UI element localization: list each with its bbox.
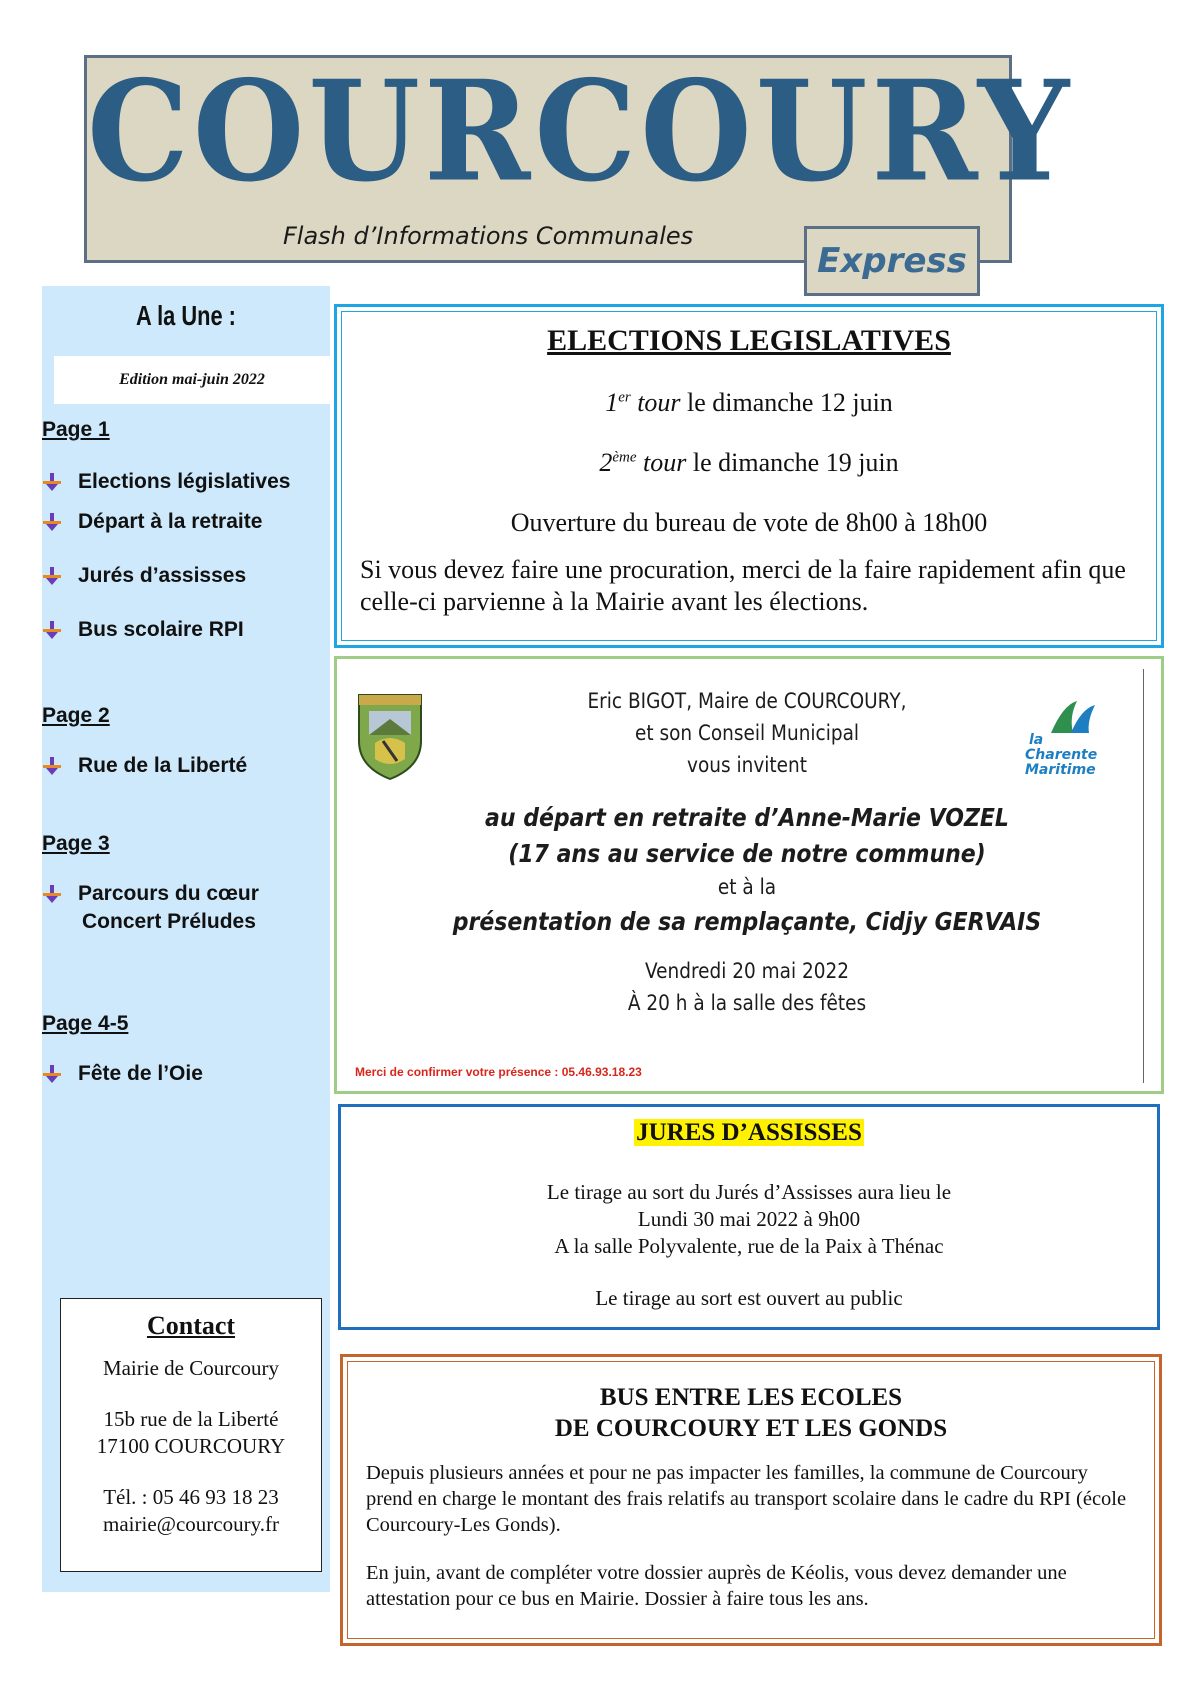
invitation-line: (17 ans au service de notre commune) — [508, 839, 986, 868]
logo-text: la — [1029, 732, 1044, 748]
invitation-line: présentation de sa remplaçante, Cidjy GERVAIS — [452, 907, 1042, 936]
toc-item-label: Départ à la retraite — [78, 510, 263, 533]
invitation-date: Vendredi 20 mai 2022 — [644, 959, 850, 983]
opening-hours: Ouverture du bureau de vote de 8h00 à 18h00 — [510, 508, 988, 537]
masthead-title: COURCOURY — [87, 50, 1074, 213]
school-bus-section — [340, 1354, 1162, 1646]
toc-item-label: Fête de l’Oie — [78, 1062, 203, 1085]
toc-item — [42, 616, 244, 644]
proxy-notice: Si vous devez faire une procuration, merci de la faire rapidement afin que celle-ci parvienne à la Mairie avant les élections. — [360, 555, 1126, 616]
toc-item — [42, 468, 290, 496]
toc-item — [42, 1060, 203, 1088]
toc-page-1: Page 1 — [42, 418, 110, 441]
jures-public-note: Le tirage au sort est ouvert au public — [595, 1286, 903, 1310]
invitation-line: vous invitent — [687, 753, 807, 777]
bus-paragraph: Depuis plusieurs années et pour ne pas impacter les familles, la commune de Courcoury prend en charge le montant des frais relatifs au transport scolaire dans le cadre du RPI (école Courcoury-Les Gonds). — [366, 1462, 1127, 1536]
arrow-down-icon — [42, 512, 62, 532]
toc-page-3: Page 3 — [42, 832, 110, 855]
toc-item — [42, 508, 262, 536]
toc-item — [42, 752, 247, 780]
logo-text: Charente — [1025, 747, 1098, 763]
contact-city: 17100 COURCOURY — [96, 1434, 286, 1458]
express-badge: Express — [804, 226, 980, 296]
contact-street: 15b rue de la Liberté — [103, 1407, 279, 1431]
second-round-line: 2ème tour le dimanche 19 juin — [599, 448, 899, 477]
arrow-down-icon — [42, 472, 62, 492]
logo-text: Maritime — [1025, 762, 1096, 778]
toc-item-label: Bus scolaire RPI — [78, 618, 244, 641]
elections-section — [334, 304, 1164, 648]
sidebar-heading: A la Une : — [136, 300, 236, 331]
invitation-card — [351, 669, 1144, 1083]
elections-title: ELECTIONS LEGISLATIVES — [547, 324, 951, 357]
bus-paragraph: En juin, avant de compléter votre dossier auprès de Kéolis, vous devez demander une attestation pour ce bus en Mairie. Dossier à faire tous les ans. — [366, 1562, 1067, 1610]
bus-title: BUS ENTRE LES ECOLES DE COURCOURY ET LES GONDS — [554, 1384, 948, 1442]
jures-section — [338, 1104, 1160, 1330]
rsvp-notice: Merci de confirmer votre présence : 05.46.93.18.23 — [355, 1065, 642, 1079]
toc-item-label: Jurés d’assisses — [78, 564, 247, 587]
arrow-down-icon — [42, 884, 62, 904]
contact-title: Contact — [146, 1311, 236, 1340]
charente-maritime-logo — [1023, 699, 1109, 785]
first-round-line: 1er tour le dimanche 12 juin — [605, 388, 893, 417]
toc-item-label: Rue de la Liberté — [78, 754, 248, 777]
arrow-down-icon — [42, 566, 62, 586]
arrow-down-icon — [42, 1064, 62, 1084]
jures-date: Lundi 30 mai 2022 à 9h00 — [637, 1207, 861, 1231]
invitation-line: Eric BIGOT, Maire de COURCOURY, — [587, 689, 907, 713]
contact-name: Mairie de Courcoury — [102, 1356, 280, 1380]
toc-item — [42, 562, 246, 590]
masthead-subtitle: Flash d’Informations Communales — [283, 222, 694, 250]
toc-item — [42, 880, 259, 936]
edition-label: Edition mai-juin 2022 — [54, 356, 330, 404]
toc-item-label: Concert Préludes — [82, 910, 256, 933]
toc-page-4-5: Page 4-5 — [42, 1012, 129, 1035]
toc-item-label: Elections législatives — [78, 470, 291, 493]
toc-page-2: Page 2 — [42, 704, 110, 727]
invitation-line: au départ en retraite d’Anne-Marie VOZEL — [485, 803, 1009, 832]
invitation-line: et son Conseil Municipal — [634, 721, 860, 745]
contact-box — [60, 1298, 322, 1572]
toc-item-label: Parcours du cœur — [78, 882, 259, 905]
contact-email[interactable]: mairie@courcoury.fr — [103, 1512, 279, 1536]
contact-phone: Tél. : 05 46 93 18 23 — [103, 1485, 279, 1509]
invitation-line: et à la — [717, 875, 777, 899]
arrow-down-icon — [42, 620, 62, 640]
retirement-invitation — [334, 656, 1164, 1094]
invitation-time-place: À 20 h à la salle des fêtes — [627, 991, 867, 1015]
jures-location: A la salle Polyvalente, rue de la Paix à Thénac — [554, 1234, 944, 1258]
jures-title: JURES D’ASSISSES — [636, 1119, 862, 1146]
arrow-down-icon — [42, 756, 62, 776]
jures-line: Le tirage au sort du Jurés d’Assisses aura lieu le — [546, 1180, 952, 1204]
